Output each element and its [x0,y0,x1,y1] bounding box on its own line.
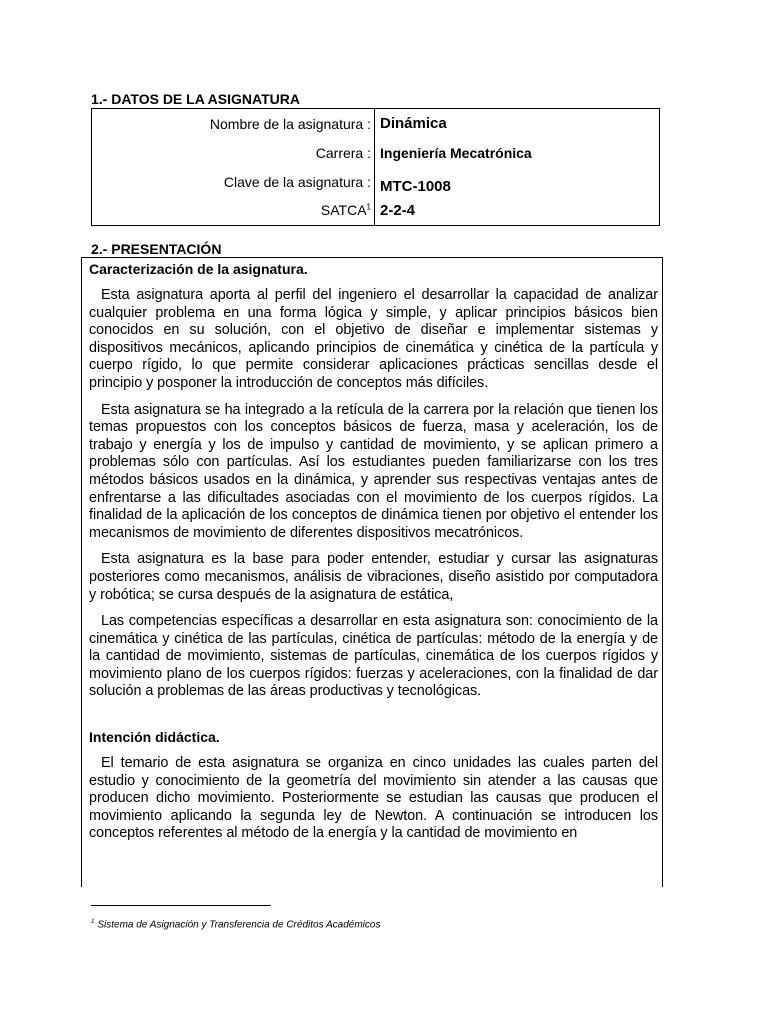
value-carrera: Ingeniería Mecatrónica [380,145,532,161]
presentacion-content [89,261,658,843]
footnote-separator [91,905,271,906]
value-nombre: Dinámica [380,115,447,132]
intencion-paragraph: El temario de esta asignatura se organiza en cinco unidades las cuales parten del estudio y conocimiento de la geometría del movimiento sin atender a las causas que producen dicho movimiento. Posteriormente se estudian las causas que producen el movimiento aplicando la segunda ley de Newton. A continuación se introducen los conceptos referentes al método de la energía y la cantidad de movimiento en [89,755,658,842]
paragraph-2: Esta asignatura se ha integrado a la retícula de la carrera por la relación que tienen los temas propuestos con los conceptos básicos de fuerza, masa y aceleración, los de trabajo y energía y los de impulso y cantidad de movimiento, y se aplican primero a problemas sólo con partículas. Así los estudiantes pueden familiarizarse con los tres métodos básicos usados en la dinámica, y aprender sus respectivas ventajas antes de enfrentarse a las dificultades asociadas con el movimiento de los cuerpos rígidos. La finalidad de la aplicación de los conceptos de dinámica tienen por objetivo el entender los mecanismos de movimiento de diferentes dispositivos mecatrónicos. [89,401,658,541]
footnote-text: Sistema de Asignación y Transferencia de Créditos Académicos [97,919,381,931]
label-satca-text: SATCA [320,202,367,218]
value-satca: 2-2-4 [380,202,416,219]
value-clave: MTC-1008 [380,178,451,195]
footnote [91,919,380,930]
caracterizacion-title: Caracterización de la asignatura. [89,261,308,277]
footnote-mark: 1 [91,919,95,925]
satca-footnote-mark: 1 [366,202,371,212]
label-satca [321,202,371,218]
datos-table [91,108,660,226]
paragraph-4: Las competencias específicas a desarrollar en esta asignatura son: conocimiento de la cinemática y cinética de las partículas, cinética de partículas: método de la energía y de la cantidad de movimiento, sistemas de partículas, cinemática de los cuerpos rígidos y movimiento plano de los cuerpos rígidos: fuerzas y aceleraciones, con la finalidad de dar solución a problemas de las áreas productivas y tecnológicas. [89,613,658,700]
presentacion-box [81,257,663,887]
section-2-title: 2.- PRESENTACIÓN [91,241,222,257]
paragraph-1: Esta asignatura aporta al perfil del ingeniero el desarrollar la capacidad de analizar cualquier problema en una forma lógica y simple, y aplicar principios básicos bien conocidos en su solución, con el objetivo de diseñar e implementar sistemas y dispositivos mecánicos, aplicando principios de cinemática y cinética de la partícula y cuerpo rígido, lo que permite considerar aplicaciones prácticas sencillas desde el principio y posponer la introducción de conceptos más difíciles. [89,287,658,391]
label-carrera: Carrera : [315,145,371,161]
intencion-title: Intención didáctica. [89,729,220,746]
table-divider [374,109,375,225]
paragraph-3: Esta asignatura es la base para poder entender, estudiar y cursar las asignaturas posteriores como mecanismos, análisis de vibraciones, diseño asistido por computadora y robótica; se cursa después de la asignatura de estática, [89,551,658,603]
label-clave: Clave de la asignatura : [223,174,371,190]
section-1-title: 1.- DATOS DE LA ASIGNATURA [91,91,300,107]
label-nombre: Nombre de la asignatura : [209,116,371,132]
